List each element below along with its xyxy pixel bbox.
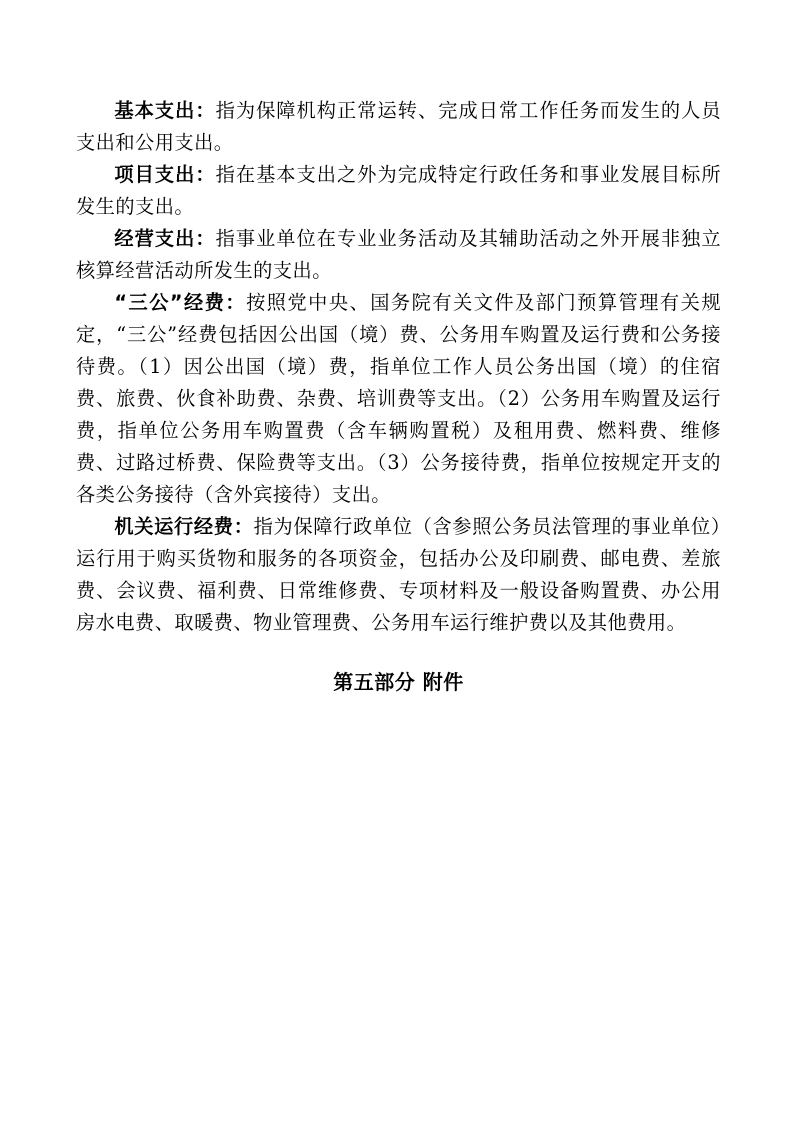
definition-term: 机关运行经费： — [114, 515, 254, 538]
definition-term: 基本支出： — [114, 99, 216, 122]
definition-text: 按照党中央、国务院有关文件及部门预算管理有关规定，“三公”经费包括因公出国（境）费、公务用车购置及运行费和公务接待费。（1）因公出国（境）费，指单位工作人员公务出国（境）的住宿费、旅费、伙食补助费、杂费、培训费等支出。（2）公务用车购置及运行费，指单位公务用车购置费（含车辆购置税）及租用费、燃料费、维修费、过路过桥费、保险费等支出。（3）公务接待费，指单位按规定开支的各类公务接待（含外宾接待）支出。 — [76, 291, 722, 506]
definition-term: “三公”经费： — [114, 291, 247, 314]
definition-agency-operating-funds — [76, 511, 721, 639]
definition-three-public-expenses — [76, 287, 721, 511]
document-page — [76, 95, 721, 698]
definition-project-expenditure — [76, 159, 721, 223]
definition-operating-expenditure — [76, 223, 721, 287]
definition-text: 指在基本支出之外为完成特定行政任务和事业发展目标所发生的支出。 — [76, 163, 722, 218]
section-heading: 第五部分 附件 — [333, 670, 464, 694]
definition-term: 经营支出： — [114, 227, 216, 250]
definition-text: 指事业单位在专业业务活动及其辅助活动之外开展非独立核算经营活动所发生的支出。 — [76, 227, 722, 282]
definition-text: 指为保障机构正常运转、完成日常工作任务而发生的人员支出和公用支出。 — [76, 99, 722, 154]
definition-basic-expenditure — [76, 95, 721, 159]
definition-term: 项目支出： — [114, 163, 216, 186]
definition-text: 指为保障行政单位（含参照公务员法管理的事业单位）运行用于购买货物和服务的各项资金，包括办公及印刷费、邮电费、差旅费、会议费、福利费、日常维修费、专项材料及一般设备购置费、办公用房水电费、取暖费、物业管理费、公务用车运行维护费以及其他费用。 — [76, 515, 721, 634]
